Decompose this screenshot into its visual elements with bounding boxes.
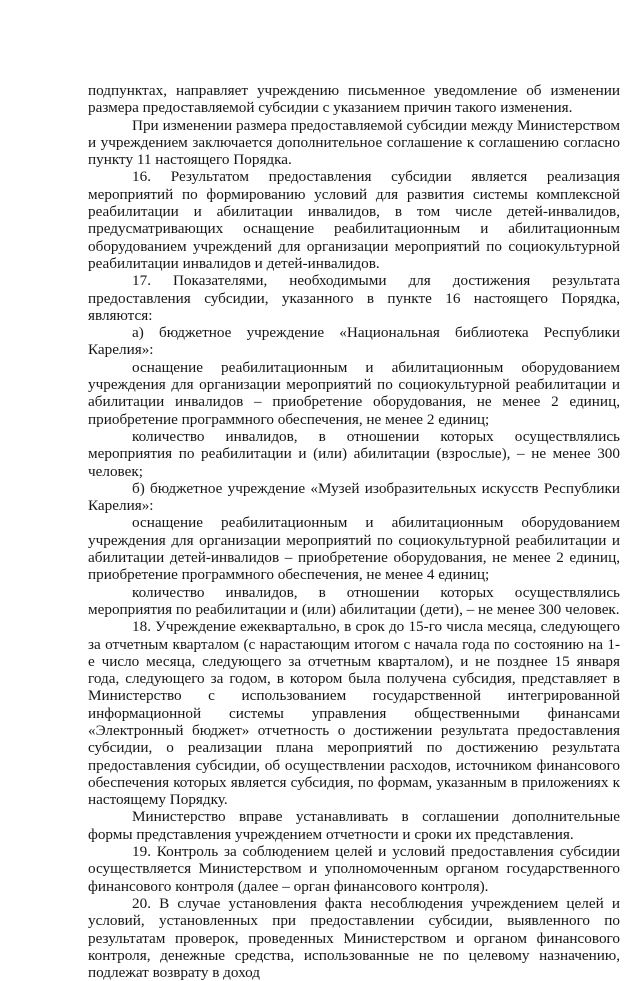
paragraph-additional-agreement: При изменении размера предоставляемой субсидии между Министерством и учреждением заключается дополнительное соглашение к соглашению согласно пункту 11 настоящего Порядка.: [88, 116, 620, 169]
paragraph-20-refund: 20. В случае установления факта несоблюдения учреждением целей и условий, установленных при предоставлении субсидии, выявленного по результатам проверок, проведенных Министерством и органом финансового контроля, денежные средства, использованные не по целевому назначению, подлежат возврату в доход: [88, 894, 620, 981]
paragraph-18-reporting: 18. Учреждение ежеквартально, в срок до 15-го числа месяца, следующего за отчетным кварталом (с нарастающим итогом с начала года по состоянию на 1-е число месяца, следующего за отчетным кварталом), и не позднее 15 января года, следующего за годом, в котором была получена субсидия, представляет в Министерство с использованием государственной интегрированной информационной системы управления общественными финансами «Электронный бюджет» отчетность о достижении результата предоставления субсидии, о реализации плана мероприятий по достижению результата предоставления субсидии, об осуществлении расходов, источником финансового обеспечения которых является субсидия, по формам, указанным в приложениях к настоящему Порядку.: [88, 618, 620, 809]
paragraph-17b-museum: б) бюджетное учреждение «Музей изобразительных искусств Республики Карелия»:: [88, 479, 620, 515]
paragraph-17a-equipment: оснащение реабилитационным и абилитационным оборудованием учреждения для организации мероприятий по социокультурной реабилитации и абилитации инвалидов – приобретение оборудования, не менее 2 единиц, приобретение программного обеспечения, не менее 2 единиц;: [88, 358, 620, 428]
paragraph-16-result: 16. Результатом предоставления субсидии является реализация мероприятий по формированию условий для развития системы комплексной реабилитации и абилитации инвалидов, в том числе детей-инвалидов, предусматривающих оснащение реабилитационным и абилитационным оборудованием учреждений для организации мероприятий по социокультурной реабилитации инвалидов и детей-инвалидов.: [88, 168, 620, 272]
paragraph-18-additional-forms: Министерство вправе устанавливать в соглашении дополнительные формы представления учреждением отчетности и сроки их представления.: [88, 808, 620, 843]
paragraph-17-indicators: 17. Показателями, необходимыми для достижения результата предоставления субсидии, указанного в пункте 16 настоящего Порядка, являются:: [88, 272, 620, 324]
paragraph-17b-equipment: оснащение реабилитационным и абилитационным оборудованием учреждения для организации мероприятий по социокультурной реабилитации и абилитации детей-инвалидов – приобретение оборудования, не менее 2 единиц, приобретение программного обеспечения, не менее 4 единиц;: [88, 514, 620, 584]
document-page: [88, 82, 620, 981]
paragraph-17a-library: а) бюджетное учреждение «Национальная библиотека Республики Карелия»:: [88, 324, 620, 359]
paragraph-17a-count: количество инвалидов, в отношении которых осуществлялись мероприятия по реабилитации и (или) абилитации (взрослые), – не менее 300 человек;: [88, 427, 620, 480]
paragraph-17b-count: количество инвалидов, в отношении которых осуществлялись мероприятия по реабилитации и (или) абилитации (дети), – не менее 300 человек.: [88, 583, 620, 618]
paragraph-19-control: 19. Контроль за соблюдением целей и условий предоставления субсидии осуществляется Министерством и уполномоченным органом государственного финансового контроля (далее – орган финансового контроля).: [88, 843, 620, 895]
paragraph-subsidy-change-notice: подпунктах, направляет учреждению письменное уведомление об изменении размера предоставляемой субсидии с указанием причин такого изменения.: [88, 82, 620, 117]
